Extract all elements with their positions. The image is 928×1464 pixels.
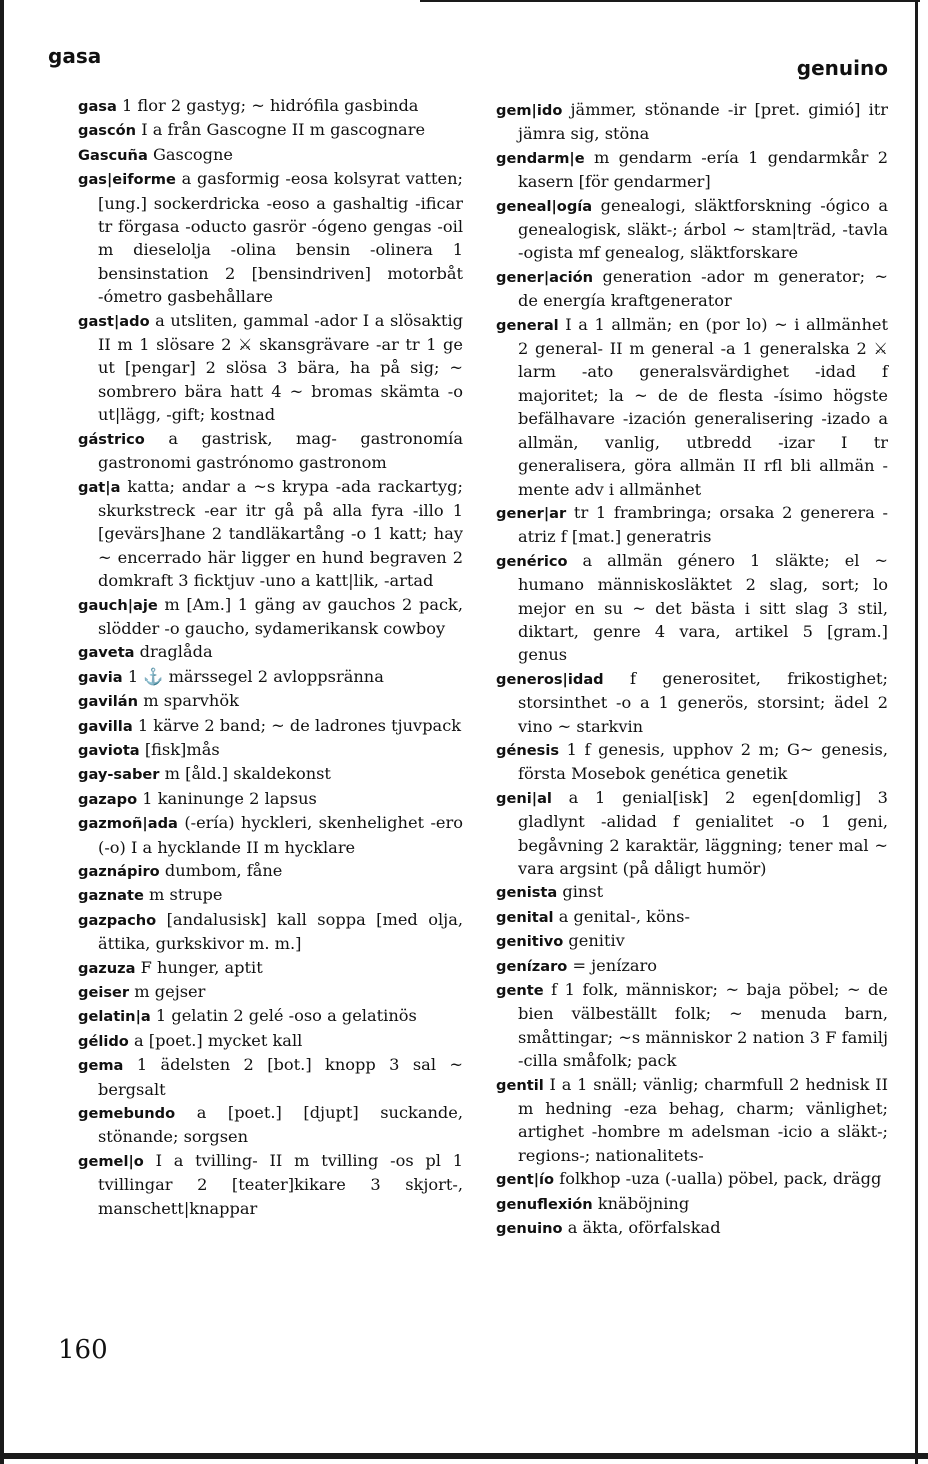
- headword: genista: [496, 884, 558, 902]
- definition: a utsliten, gammal -ador I a slösaktig II m 1 slösare 2 ⚔ skansgrävare -ar tr 1 ge ut [pengar] 2 slösa 3 bära, ha på sig; ~ sombrero bära hatt 4 ~ bromas skämta -o ut|lägg, -gift; kostnad: [98, 310, 463, 425]
- definition: [andalusisk] kall soppa [med olja, ättika, gurkskivor m. m.]: [98, 909, 463, 954]
- scan-edge-bottom: [0, 1453, 928, 1459]
- definition: a [poet.] [djupt] suckande, stönande; sorgsen: [98, 1103, 463, 1147]
- headword: gazapo: [78, 790, 138, 808]
- scan-edge-top: [420, 0, 920, 2]
- headword: general: [496, 316, 559, 334]
- headword: geni|al: [496, 789, 552, 807]
- headword: generos|idad: [496, 670, 604, 688]
- headword: gavilla: [78, 717, 133, 735]
- headword: gástrico: [78, 430, 145, 448]
- definition: I a från Gascogne II m gascognare: [136, 120, 426, 140]
- definition: genealogi, släktforskning -ógico a genealogisk, släkt-; árbol ~ stam|träd, -tavla -ogista mf genealog, släktforskare: [518, 195, 888, 263]
- dictionary-entry: [78, 1101, 463, 1149]
- dictionary-entry: [496, 549, 888, 667]
- dictionary-entry: [78, 714, 463, 738]
- headword: gener|ar: [496, 504, 567, 522]
- headword: gavia: [78, 668, 123, 686]
- headword: gat|a: [78, 478, 121, 496]
- dictionary-entry: [78, 908, 463, 956]
- headword: gemebundo: [78, 1105, 176, 1123]
- definition: a [poet.] mycket kall: [128, 1030, 303, 1050]
- headword: geiser: [78, 984, 130, 1002]
- definition: generation -ador m generator; ~ de energía kraftgenerator: [518, 266, 888, 311]
- headword: gélido: [78, 1032, 129, 1050]
- headword: gay-saber: [78, 766, 160, 784]
- left-column: [78, 94, 463, 1220]
- headword: genitivo: [496, 933, 564, 951]
- definition: genitiv: [563, 931, 625, 951]
- headword: gazmoñ|ada: [78, 815, 178, 833]
- headword: gazuza: [78, 959, 136, 977]
- definition: I a 1 allmän; en (por lo) ~ i allmänhet 2 general- II m general -a 1 generalska 2 ⚔ larm -ato generalsvärdighet -idad f majoritet; la ~ de de flesta -ísimo högste befälhavare -ización generalisering -izado a allmän, vanlig, utbredd -izar I tr generalisera, göra allmän II rfl bli allmän -mente adv i allmänhet: [518, 314, 888, 499]
- definition: knäböjning: [592, 1193, 690, 1213]
- definition: f generositet, frikostighet; storsinthet -o a 1 generös, storsint; ädel 2 vino ~ starkvin: [518, 668, 888, 736]
- dictionary-entry: [78, 427, 463, 475]
- definition: a gastrisk, mag- gastronomía gastronomi gastrónomo gastronom: [98, 428, 463, 473]
- headword: gaviota: [78, 741, 140, 759]
- dictionary-entry: [496, 929, 888, 953]
- dictionary-entry: [496, 1216, 888, 1240]
- right-column: [496, 98, 888, 1241]
- dictionary-entry: [78, 143, 463, 167]
- definition: a allmän género 1 släkte; el ~ humano människosläktet 2 slag, sort; lo mejor en su ~ det bästa i sitt slag 3 stil, diktart, genre 4 vara, artikel 5 [gram.] genus: [518, 550, 888, 665]
- definition: 1 f genesis, upphov 2 m; G~ genesis, första Mosebok genética genetik: [518, 739, 888, 784]
- definition: Gascogne: [147, 144, 234, 164]
- definition: I a tvilling- II m tvilling -os pl 1 tvillingar 2 [teater]kikare 3 skjort-, manschett|knappar: [98, 1150, 463, 1218]
- headword: gem|ido: [496, 102, 563, 119]
- headword: gaznápiro: [78, 863, 160, 880]
- definition: m gendarm -ería 1 gendarmkår 2 kasern [för gendarmer]: [518, 147, 888, 192]
- scan-edge-right: [915, 0, 918, 1464]
- dictionary-entry: [78, 118, 463, 142]
- headword: genuflexión: [496, 1195, 593, 1213]
- headword: gaveta: [78, 644, 135, 662]
- right-guide-word: genuino: [796, 56, 888, 80]
- headword: gazpacho: [78, 911, 157, 929]
- definition: f 1 folk, människor; ~ baja pöbel; ~ de bien välbeställt folk; ~ menuda barn, småttingar; ~s människor 2 nation 3 F familj -cilla småfolk; pack: [518, 980, 888, 1071]
- headword: Gascuña: [78, 146, 148, 164]
- dictionary-entry: [496, 265, 888, 313]
- headword: gascón: [78, 122, 137, 140]
- headword: gast|ado: [78, 312, 150, 330]
- dictionary-entry: [78, 1029, 463, 1053]
- headword: gente: [496, 982, 544, 1000]
- dictionary-entry: [78, 859, 463, 883]
- dictionary-entry: [496, 978, 888, 1073]
- headword: génesis: [496, 741, 560, 759]
- dictionary-entry: [78, 593, 463, 641]
- definition: m [åld.] skaldekonst: [159, 764, 331, 784]
- dictionary-entry: [78, 1053, 463, 1101]
- dictionary-entry: [496, 880, 888, 904]
- definition: jämmer, stönande -ir [pret. gimió] itr jämra sig, stöna: [518, 100, 888, 144]
- definition: 1 kärve 2 band; ~ de ladrones tjuvpack: [132, 715, 462, 735]
- dictionary-entry: [496, 786, 888, 881]
- definition: I a 1 snäll; vänlig; charmfull 2 hednisk II m hedning -eza behag, charm; vänlighet; artighet -hombre m adelsman -icio a släkt-; regions-; nationalitets-: [518, 1074, 888, 1165]
- dictionary-entry: [78, 475, 463, 593]
- dictionary-entry: [496, 1073, 888, 1168]
- definition: [fisk]mås: [139, 739, 220, 759]
- definition: m strupe: [143, 885, 223, 905]
- dictionary-entry: [78, 956, 463, 980]
- dictionary-entry: [496, 146, 888, 194]
- definition: 1 kaninunge 2 lapsus: [137, 788, 317, 808]
- dictionary-entry: [78, 762, 463, 786]
- definition: a gasformig -eosa kolsyrat vatten; [ung.] sockerdricka -eoso a gashaltig -ificar tr förgasa -oducto gasrör -ógeno gengas -oil m dieselolja -olina bensin -olinera 1 bensinstation 2 [bensindriven] motorbåt -ómetro gasbehållare: [98, 169, 463, 307]
- headword: gendarm|e: [496, 149, 585, 167]
- dictionary-entry: [78, 738, 463, 762]
- dictionary-entry: [78, 811, 463, 859]
- headword: gavilán: [78, 693, 139, 711]
- headword: geneal|ogía: [496, 197, 593, 215]
- definition: folkhop -uza (-ualla) pöbel, pack, drägg: [554, 1169, 882, 1189]
- dictionary-entry: [496, 1167, 888, 1191]
- definition: m sparvhök: [138, 691, 239, 711]
- headword: gemel|o: [78, 1152, 144, 1170]
- dictionary-entry: [496, 98, 888, 146]
- headword: gasa: [78, 98, 117, 115]
- dictionary-entry: [496, 667, 888, 738]
- definition: dumbom, fåne: [159, 861, 283, 880]
- dictionary-entry: [78, 640, 463, 664]
- dictionary-entry: [78, 665, 463, 689]
- definition: (-ería) hyckleri, skenhelighet -ero (-o) I a hycklande II m hycklare: [98, 813, 463, 857]
- definition: tr 1 frambringa; orsaka 2 generera -atriz f [mat.] generatris: [518, 502, 888, 547]
- definition: m gejser: [129, 982, 206, 1002]
- dictionary-entry: [78, 1149, 463, 1220]
- headword: genízaro: [496, 957, 568, 975]
- definition: m [Am.] 1 gäng av gauchos 2 pack, slödder -o gaucho, sydamerikansk cowboy: [98, 594, 463, 638]
- definition: = jenízaro: [567, 955, 658, 975]
- dictionary-entry: [78, 689, 463, 713]
- dictionary-entry: [496, 1192, 888, 1216]
- headword: gema: [78, 1057, 124, 1075]
- headword: gentil: [496, 1076, 544, 1094]
- dictionary-entry: [78, 167, 463, 308]
- definition: 1 gelatin 2 gelé -oso a gelatinös: [150, 1006, 417, 1026]
- definition: F hunger, aptit: [135, 957, 263, 977]
- scan-edge-left: [0, 0, 4, 1464]
- definition: 1 ⚓ märssegel 2 avloppsränna: [122, 666, 384, 686]
- dictionary-entry: [78, 94, 463, 118]
- definition: ginst: [557, 882, 604, 902]
- headword: gent|ío: [496, 1171, 555, 1189]
- dictionary-entry: [496, 905, 888, 929]
- headword: gauch|aje: [78, 596, 158, 614]
- headword: genital: [496, 908, 554, 926]
- headword: gaznate: [78, 887, 144, 905]
- dictionary-entry: [496, 954, 888, 978]
- definition: draglåda: [134, 642, 213, 662]
- dictionary-entry: [78, 883, 463, 907]
- headword: genérico: [496, 552, 568, 570]
- dictionary-entry: [496, 313, 888, 501]
- headword: gener|ación: [496, 268, 594, 286]
- definition: 1 flor 2 gastyg; ~ hidrófila gasbinda: [116, 96, 419, 115]
- dictionary-entry: [78, 980, 463, 1004]
- page-number: 160: [58, 1335, 108, 1365]
- headword: genuino: [496, 1220, 563, 1238]
- headword: gelatin|a: [78, 1008, 151, 1026]
- definition: katta; andar a ~s krypa -ada rackartyg; skurkstreck -ear itr gå på alla fyra -illo 1 [gevärs]hane 2 tandläkartång -o 1 katt; hay ~ encerrado här ligger en hund begraven 2 domkraft 3 ficktjuv -uno a katt|lik, -artad: [98, 476, 463, 591]
- definition: a 1 genial[isk] 2 egen[domlig] 3 gladlynt -alidad f genialitet -o 1 geni, begåvning 2 karaktär, läggning; tener mal ~ vara argsint (på dåligt humör): [518, 787, 888, 878]
- dictionary-entry: [496, 501, 888, 549]
- dictionary-entry: [78, 309, 463, 427]
- dictionary-entry: [496, 738, 888, 786]
- dictionary-entry: [496, 194, 888, 265]
- definition: a äkta, oförfalskad: [562, 1218, 721, 1238]
- definition: a genital-, köns-: [553, 906, 690, 926]
- left-guide-word: gasa: [48, 44, 102, 68]
- dictionary-entry: [78, 1004, 463, 1028]
- dictionary-entry: [78, 787, 463, 811]
- headword: gas|eiforme: [78, 171, 176, 189]
- definition: 1 ädelsten 2 [bot.] knopp 3 sal ~ bergsalt: [98, 1055, 463, 1099]
